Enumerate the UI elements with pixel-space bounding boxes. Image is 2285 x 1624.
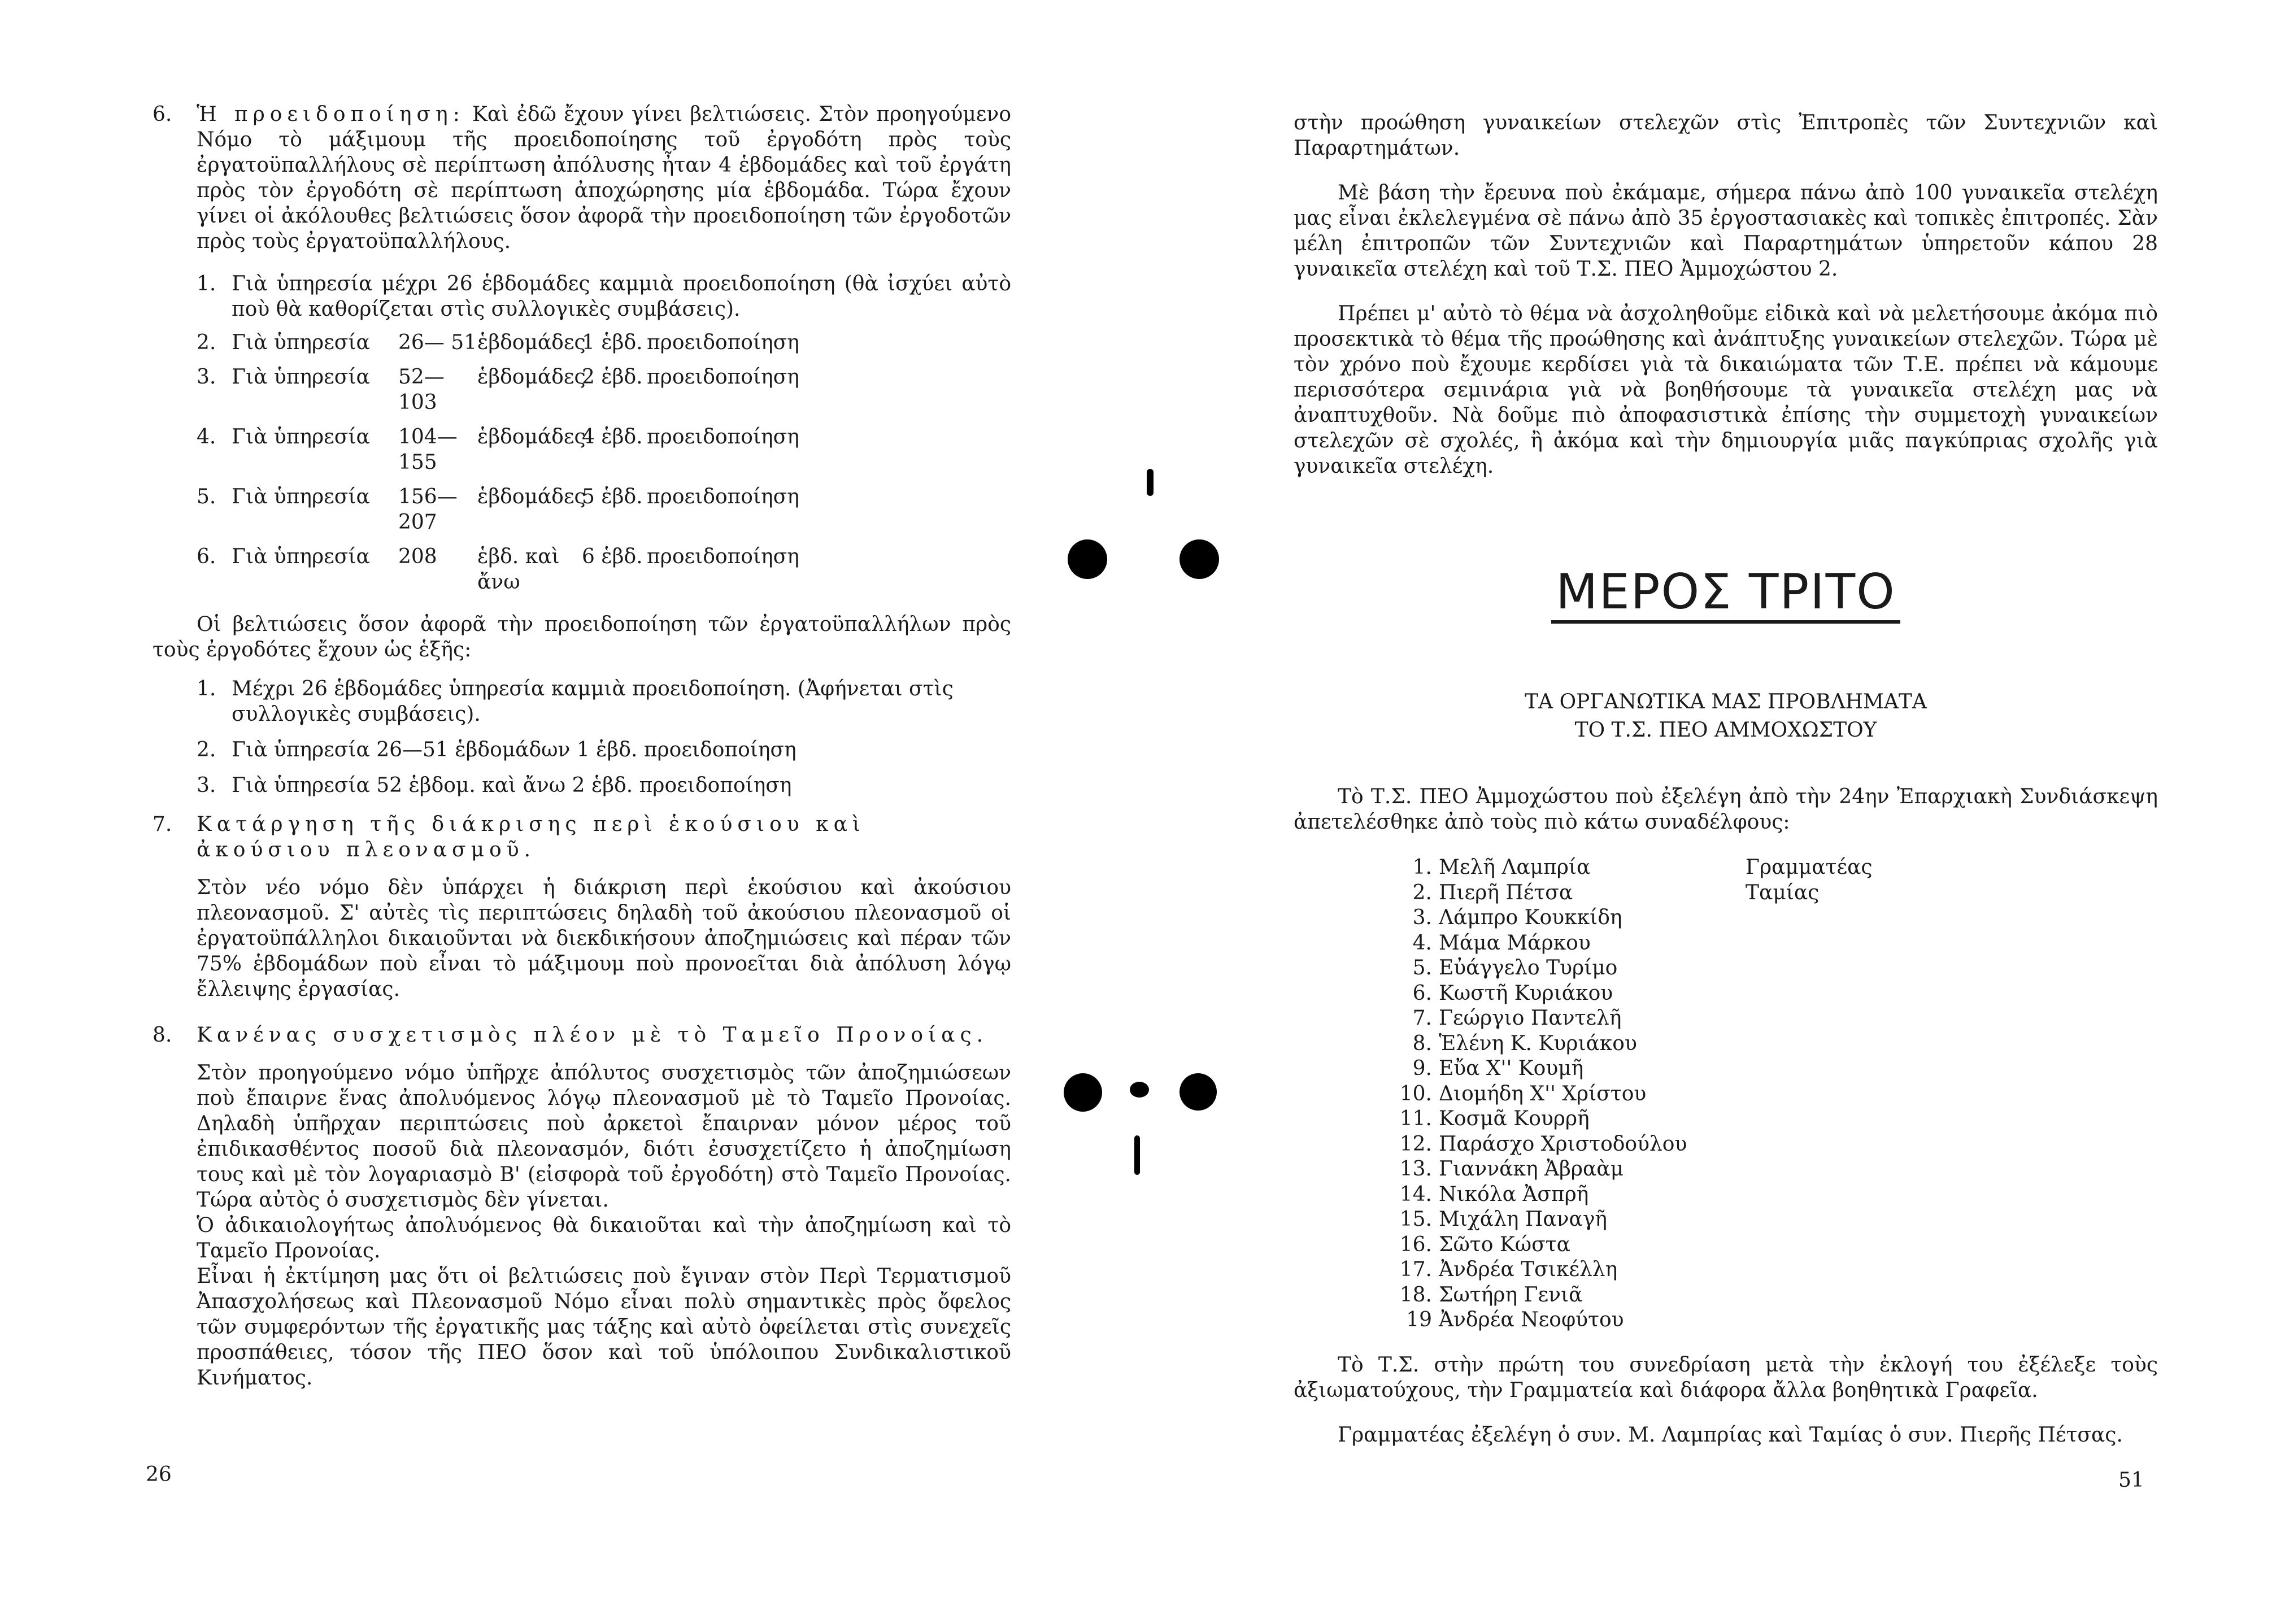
row-number: 5. xyxy=(197,485,216,508)
member-name: Ἀνδρέα Νεοφύτου xyxy=(1439,1308,1624,1331)
list-item xyxy=(1390,930,1746,956)
page-number: 26 xyxy=(146,1463,172,1486)
paragraph: Μὲ βάση τὴν ἔρευνα ποὺ ἐκάμαμε, σήμερα πάνω ἀπὸ 100 γυναικεῖα στελέχη μας εἶναι ἐκλελεγμένα σὲ πάνω ἀπὸ 35 ἐργοστασιακὲς καὶ τοπικὲς ἐπιτροπές. Σὰν μέλη ἐπιτροπῶν τῶν Συντεχνιῶν καὶ Παραρτημάτων ὑπηρετοῦν κάπου 28 γυναικεῖα στελέχη καὶ τοῦ Τ.Σ. ΠΕΟ Ἀμμοχώστου 2. xyxy=(1294,181,2158,281)
chapter-heading: ΤΑ ΟΡΓΑΝΩΤΙΚΑ ΜΑΣ ΠΡΟΒΛΗΜΑΤΑ ΤΟ Τ.Σ. ΠΕΟ ΑΜΜΟΧΩΣΤΟΥ xyxy=(1525,690,1927,742)
list-item xyxy=(1390,1307,1746,1333)
row-unit: ἑβδομάδες xyxy=(477,485,586,508)
part-heading: ΜΕΡΟΣ ΤΡΙΤΟ xyxy=(1294,564,2158,620)
list-item xyxy=(1390,1081,1746,1107)
member-name: Σωτήρη Γενιᾶ xyxy=(1439,1283,1583,1307)
row-unit: ἑβδ. καὶ ἄνω xyxy=(477,545,560,594)
paragraph: στὴν προώθηση γυναικείων στελεχῶν στὶς Ἐπιτροπὲς τῶν Συντεχνιῶν καὶ Παραρτημάτων. xyxy=(1294,111,2158,160)
list-item xyxy=(1390,880,1746,905)
member-names xyxy=(1390,855,1746,1333)
row-range: 208 xyxy=(398,545,437,568)
ink-blot xyxy=(1064,1073,1102,1112)
ink-blot xyxy=(1068,539,1107,579)
section-title: Κανένας συσχετισμὸς πλέον μὲ τὸ Ταμεῖο Προνοίας. xyxy=(197,1024,989,1047)
notice-table xyxy=(197,330,1011,595)
right-page xyxy=(1141,0,2285,1624)
page-number: 51 xyxy=(2118,1469,2144,1492)
table-row xyxy=(197,484,1011,535)
row-text: Γιὰ ὑπηρεσία xyxy=(232,331,370,354)
row-number: 2. xyxy=(197,331,216,354)
row-notice: 5 ἑβδ. xyxy=(582,485,643,508)
list-text: Μέχρι 26 ἑβδομάδες ὑπηρεσία καμμιὰ προειδοποίηση. (Ἀφήνεται στὶς συλλογικὲς συμβάσεις). xyxy=(232,677,954,726)
row-label: προειδοποίηση xyxy=(647,365,799,389)
table-row xyxy=(197,424,1011,475)
row-unit: ἑβδομάδες xyxy=(477,331,586,354)
member-number: 15. xyxy=(1399,1208,1432,1231)
member-number: 2. xyxy=(1412,881,1432,904)
row-text: Γιὰ ὑπηρεσία xyxy=(232,485,370,508)
member-number: 17. xyxy=(1399,1258,1432,1281)
paragraph: Πρέπει μ' αὐτὸ τὸ θέμα νὰ ἀσχοληθοῦμε εἰδικὰ καὶ νὰ μελετήσουμε ἀκόμα πιὸ προσεκτικὰ τὸ θέμα τῆς προώθησης καὶ ἀνάπτυξης γυναικείων στελεχῶν. Τώρα μὲ τὸν χρόνο ποὺ ἔχουμε κερδίσει γιὰ τὰ δικαιώματα τῶν Τ.Ε. πρέπει νὰ κάμουμε περισσότερα σεμινάρια γιὰ νὰ βοηθήσουμε τὰ γυναικεῖα στελέχη μας νὰ ἀναπτυχθοῦν. Νὰ δοῦμε πιὸ ἀποφασιστικὰ ἐπίσης τὴν συμμετοχὴ γυναικείων στελεχῶν σὲ σχολές, ἢ ἀκόμα καὶ τὴν δημιουργία μιᾶς παγκύπριας σχολῆς γιὰ γυναικεῖα στελέχη. xyxy=(1294,302,2158,478)
list-item xyxy=(1390,955,1746,981)
member-name: Νικόλα Ἀσπρῆ xyxy=(1439,1182,1589,1206)
left-page xyxy=(0,0,1141,1624)
member-name: Εὐάγγελο Τυρίμο xyxy=(1439,956,1618,979)
member-number: 11. xyxy=(1399,1107,1432,1130)
list-number: 2. xyxy=(197,738,216,761)
section-title: Κατάργηση τῆς διάκρισης περὶ ἑκούσιου καὶ ἀκούσιου πλεονασμοῦ. xyxy=(197,813,866,861)
row-label: προειδοποίηση xyxy=(647,331,799,354)
section-number: 6. xyxy=(153,103,172,126)
right-text-column xyxy=(1294,110,2158,1448)
member-name: Γιαννάκη Ἀβραὰμ xyxy=(1439,1157,1624,1181)
row-number: 3. xyxy=(197,365,216,389)
list-item xyxy=(1390,855,1746,880)
row-unit: ἑβδομάδες xyxy=(477,365,586,389)
list-item xyxy=(197,773,1011,798)
member-number: 6. xyxy=(1412,981,1432,1005)
member-number: 10. xyxy=(1399,1082,1432,1105)
row-range: 26— 51 xyxy=(398,331,477,354)
list-item xyxy=(197,737,1011,763)
list-item xyxy=(1390,1031,1746,1056)
section-paragraph: Στὸν προηγούμενο νόμο ὑπῆρχε ἀπόλυτος συσχετισμὸς τῶν ἀποζημιώσεων ποὺ ἔπαιρνε ἕνας ἀπολυόμενος λόγῳ πλεονασμοῦ μὲ τὸ Ταμεῖο Προνοίας. Δηλαδὴ ὑπῆρχαν περιπτώσεις ποὺ ἀρκετοὶ ἔπαιρναν μόνον μέρος τοῦ ἐπιδικασθέντος ποσοῦ διὰ πλεονασμόν, διότι ἐσυσχετίζετο ἡ ἀποζημίωση τους καὶ μὲ τὸν λογαριασμὸ Β' (εἰσφορὰ τοῦ ἐργοδότη) στὸ Ταμεῖο Προνοίας. Τώρα αὐτὸς ὁ συσχετισμὸς δὲν γίνεται. xyxy=(197,1061,1011,1212)
list-item xyxy=(1390,905,1746,930)
employer-notice-list xyxy=(197,271,1011,595)
row-number: 4. xyxy=(197,425,216,449)
row-text: Γιὰ ὑπηρεσία xyxy=(232,545,370,568)
member-name: Ἀνδρέα Τσικέλλη xyxy=(1439,1258,1618,1281)
member-name: Κωστῆ Κυριάκου xyxy=(1439,981,1613,1005)
list-item xyxy=(1390,1232,1746,1257)
list-number: 3. xyxy=(197,774,216,797)
members-list xyxy=(1390,855,2158,1333)
paragraph: Τὸ Τ.Σ. ΠΕΟ Ἀμμοχώστου ποὺ ἐξελέγη ἀπὸ τὴν 24ην Ἐπαρχιακὴ Συνδιάσκεψη ἀπετελέσθηκε ἀπὸ τοὺς πιὸ κάτω συναδέλφους: xyxy=(1294,785,2158,834)
list-text: Γιὰ ὑπηρεσία 52 ἑβδομ. καὶ ἄνω 2 ἑβδ. προειδοποίηση xyxy=(232,774,792,797)
section-number: 7. xyxy=(153,813,172,836)
section-6 xyxy=(153,102,1011,254)
list-text: Γιὰ ὑπηρεσία 26—51 ἑβδομάδων 1 ἑβδ. προειδοποίηση xyxy=(232,738,797,761)
member-number: 18. xyxy=(1399,1283,1432,1307)
member-name: Γεώργιο Παντελῆ xyxy=(1439,1007,1622,1030)
table-row xyxy=(197,330,1011,355)
ink-blot xyxy=(1134,1135,1140,1175)
member-number: 1. xyxy=(1412,856,1432,879)
paragraph: Γραμματέας ἐξελέγη ὁ συν. Μ. Λαμπρίας καὶ Ταμίας ὁ συν. Πιερῆς Πέτσας. xyxy=(1338,1423,2123,1447)
section-paragraph: Εἶναι ἡ ἐκτίμηση μας ὅτι οἱ βελτιώσεις ποὺ ἔγιναν στὸν Περὶ Τερματισμοῦ Ἀπασχολήσεως καὶ Πλεονασμοῦ Νόμο εἶναι πολὺ σημαντικὲς πρὸς ὄφελος τῶν συμφερόντων τῆς ἐργατικῆς μας τάξης καὶ αὐτὸ ὀφείλεται στὶς συνεχεῖς προσπάθειες, τόσον τῆς ΠΕΟ ὅσον καὶ τοῦ ὑπόλοιπου Συνδικαλιστικοῦ Κινήματος. xyxy=(197,1265,1011,1390)
list-item xyxy=(1390,1182,1746,1207)
row-notice: 2 ἑβδ. xyxy=(582,365,643,389)
section-number: 8. xyxy=(153,1024,172,1047)
list-item xyxy=(1390,1056,1746,1081)
member-name: Παράσχο Χριστοδούλου xyxy=(1439,1132,1687,1156)
list-item: 1. Γιὰ ὑπηρεσία μέχρι 26 ἑβδομάδες καμμιὰ προειδοποίηση (θὰ ἰσχύει αὐτὸ ποὺ θὰ καθορίζεται στὶς συλλογικὲς συμβάσεις). xyxy=(197,272,1011,321)
member-number: 5. xyxy=(1412,956,1432,979)
member-number: 12. xyxy=(1399,1132,1432,1156)
member-number: 7. xyxy=(1412,1007,1432,1030)
list-item xyxy=(1390,1131,1746,1157)
list-item xyxy=(197,676,1011,727)
row-notice: 6 ἑβδ. xyxy=(582,545,643,568)
list-item xyxy=(1390,1005,1746,1031)
member-name: Λάμπρο Κουκκίδη xyxy=(1439,906,1622,929)
row-notice: 4 ἑβδ. xyxy=(582,425,643,449)
member-number: 8. xyxy=(1412,1031,1432,1055)
member-name: Εὔα Χ'' Κουμῆ xyxy=(1439,1057,1584,1080)
section-paragraph: Ὁ ἀδικαιολογήτως ἀπολυόμενος θὰ δικαιοῦται καὶ τὴν ἀποζημίωση καὶ τὸ Ταμεῖο Προνοίας. xyxy=(197,1214,1011,1262)
paragraph: Τὸ Τ.Σ. στὴν πρώτη του συνεδρίαση μετὰ τὴν ἐκλογή του ἐξέλεξε τοὺς ἀξιωματούχους, τὴν Γραμματεία καὶ διάφορα ἄλλα βοηθητικὰ Γραφεῖα. xyxy=(1294,1353,2158,1402)
member-role: Γραμματέας xyxy=(1746,856,1873,879)
member-number: 3. xyxy=(1412,906,1432,929)
row-text: Γιὰ ὑπηρεσία xyxy=(232,425,370,449)
section-8 xyxy=(153,1022,1011,1048)
member-number: 4. xyxy=(1412,931,1432,955)
member-name: Μιχάλη Παναγῆ xyxy=(1439,1208,1607,1231)
row-range: 52—103 xyxy=(398,365,445,414)
table-row xyxy=(197,544,1011,595)
list-item xyxy=(1390,1207,1746,1232)
member-name: Κοσμᾶ Κουρρῆ xyxy=(1439,1107,1590,1130)
list-item xyxy=(1390,1106,1746,1131)
section-intro: Καὶ ἐδῶ ἔχουν γίνει βελτιώσεις. Στὸν προηγούμενο Νόμο τὸ μάξιμουμ τῆς προειδοποίησης τοῦ ἐργοδότη πρὸς τοὺς ἐργατοϋπαλλήλους σὲ περίπτωση ἀπόλυσης ἦταν 4 ἑβδομάδες καὶ τοῦ ἐργάτη πρὸς τὸν ἐργοδότη σὲ περίπτωση ἀποχώρησης μία ἑβδομάδα. Τώρα ἔχουν γίνει οἱ ἀκόλουθες βελτιώσεις ὅσον ἀφορᾶ τὴν προειδοποίηση τῶν ἐργοδοτῶν πρὸς τοὺς ἐργατοϋπαλλήλους. xyxy=(197,103,1011,253)
row-label: προειδοποίηση xyxy=(647,485,799,508)
member-name: Μάμα Μάρκου xyxy=(1439,931,1591,955)
section-text: Στὸν νέο νόμο δὲν ὑπάρχει ἡ διάκριση περὶ ἑκούσιου καὶ ἀκούσιου πλεονασμοῦ. Σ' αὐτὲς τὶς περιπτώσεις δηλαδὴ τοῦ ἀκούσιου πλεονασμοῦ οἱ ἐργατοϋπάλληλοι δικαιοῦνται νὰ διεκδικήσουν ἀποζημιώσεις καὶ πέραν τῶν 75% ἑβδομάδων ποὺ εἶναι τὸ μάξιμουμ ποὺ προνοεῖται διὰ ἀπόλυση λόγῳ ἔλλειψης ἐργασίας. xyxy=(197,876,1011,1001)
member-number: 16. xyxy=(1399,1233,1432,1256)
table-row xyxy=(197,364,1011,415)
section-7 xyxy=(153,812,1011,863)
member-roles xyxy=(1746,855,1873,1333)
list-item xyxy=(1390,1257,1746,1282)
row-notice: 1 ἑβδ. xyxy=(582,331,643,354)
row-number: 6. xyxy=(197,545,216,568)
member-number: 9. xyxy=(1412,1057,1432,1080)
row-range: 156—207 xyxy=(398,485,458,534)
member-name: Σῶτο Κώστα xyxy=(1439,1233,1570,1256)
left-text-column xyxy=(153,102,1011,1391)
member-number: 14. xyxy=(1399,1182,1432,1206)
list-item xyxy=(1390,1156,1746,1182)
row-label: προειδοποίηση xyxy=(647,545,799,568)
section-title: Ἡ προειδοποίηση: xyxy=(197,103,465,126)
member-name: Διομήδη Χ'' Χρίστου xyxy=(1439,1082,1647,1105)
list-number: 1. xyxy=(197,677,216,700)
member-name: Ἑλένη Κ. Κυριάκου xyxy=(1439,1031,1637,1055)
row-unit: ἑβδομάδες xyxy=(477,425,586,449)
member-name: Πιερῆ Πέτσα xyxy=(1439,881,1573,904)
member-role: Ταμίας xyxy=(1746,881,1820,904)
member-number: 13. xyxy=(1399,1157,1432,1181)
row-range: 104—155 xyxy=(398,425,458,474)
employees-intro: Οἱ βελτιώσεις ὅσον ἀφορᾶ τὴν προειδοποίηση τῶν ἐργατοϋπαλλήλων πρὸς τοὺς ἐργοδότες ἔχουν ὡς ἑξῆς: xyxy=(153,613,1011,661)
member-name: Μελῆ Λαμπρία xyxy=(1439,856,1591,879)
row-label: προειδοποίηση xyxy=(647,425,799,449)
employee-notice-list xyxy=(197,676,1011,798)
list-item xyxy=(1390,981,1746,1006)
member-number: 19 xyxy=(1406,1308,1432,1331)
row-text: Γιὰ ὑπηρεσία xyxy=(232,365,370,389)
list-item xyxy=(1390,1282,1746,1308)
